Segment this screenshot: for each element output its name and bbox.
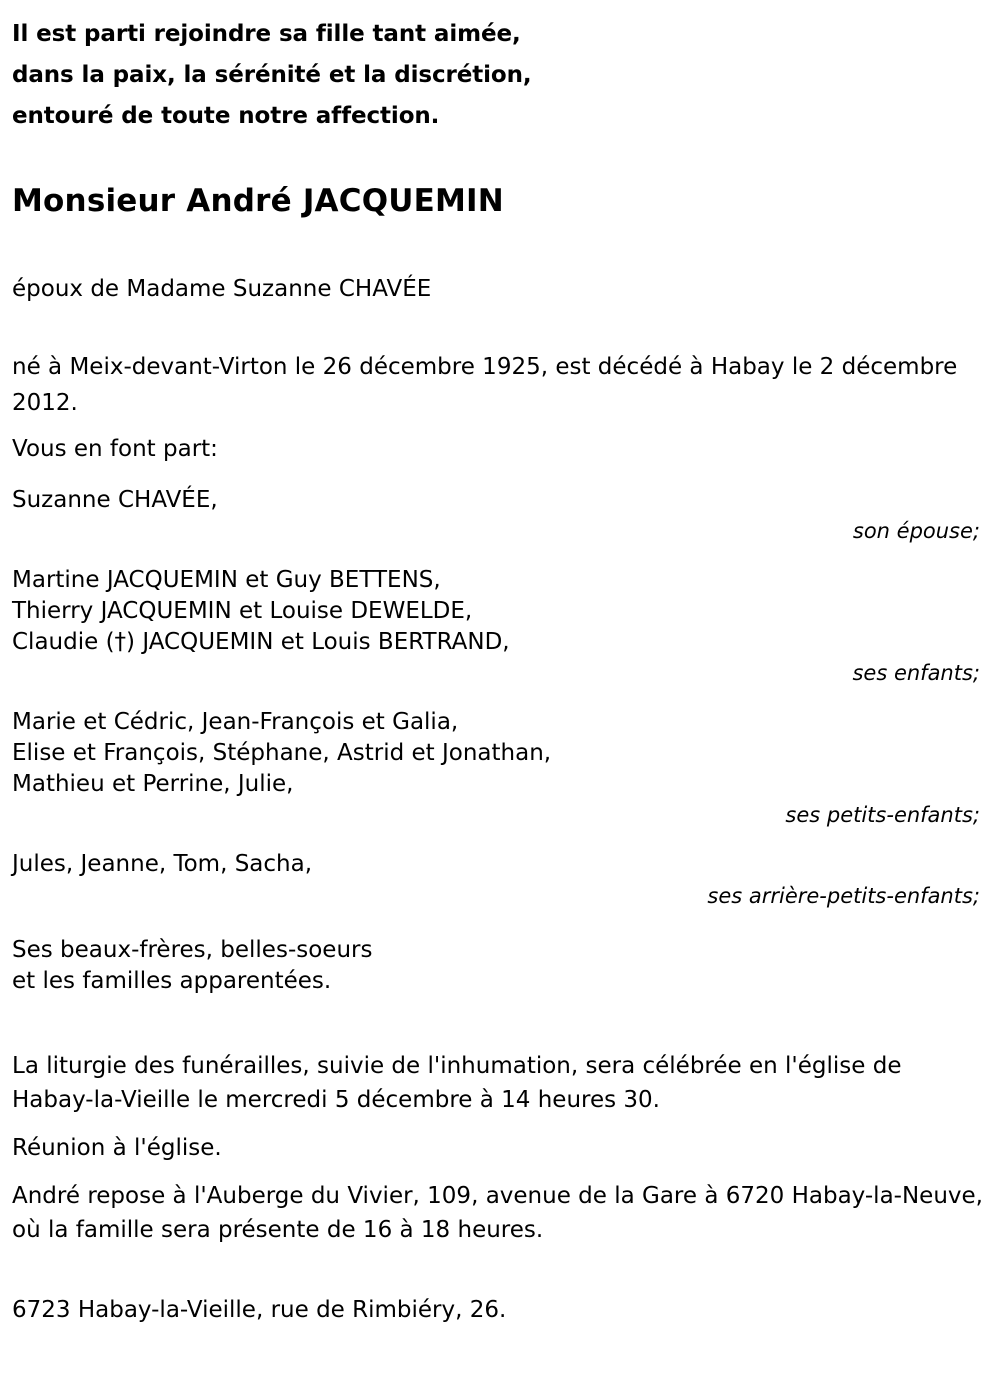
- family-member-line: Martine JACQUEMIN et Guy BETTENS,: [12, 567, 441, 593]
- birth-death-line: né à Meix-devant-Virton le 26 décembre 1925, est décédé à Habay le 2 décembre 2012.: [12, 354, 958, 416]
- family-group-grandchildren: [12, 707, 988, 831]
- family-member-line: Suzanne CHAVÉE,: [12, 487, 218, 513]
- family-member-line: Marie et Cédric, Jean-François et Galia,: [12, 709, 459, 735]
- family-group-names: [12, 849, 988, 880]
- family-group-role: ses petits-enfants;: [785, 803, 980, 827]
- repose-paragraph: André repose à l'Auberge du Vivier, 109, avenue de la Gare à 6720 Habay-la-Neuve, où la famille sera présente de 16 à 18 heures.: [12, 1183, 983, 1243]
- relatives-line: et les familles apparentées.: [12, 968, 332, 994]
- reunion-line: Réunion à l'église.: [12, 1135, 222, 1161]
- family-group-spouse: [12, 485, 988, 547]
- family-group-role: son épouse;: [852, 519, 980, 543]
- family-address: 6723 Habay-la-Vieille, rue de Rimbiéry, 26.: [12, 1297, 507, 1323]
- announcement-line: Vous en font part:: [12, 436, 218, 462]
- family-group-role: ses arrière-petits-enfants;: [707, 884, 980, 908]
- relatives-line: Ses beaux-frères, belles-soeurs: [12, 937, 373, 963]
- spouse-of-line: époux de Madame Suzanne CHAVÉE: [12, 276, 432, 302]
- family-group-names: [12, 565, 988, 658]
- family-group-great-grandchildren: [12, 849, 988, 913]
- family-group-role: ses enfants;: [852, 661, 980, 685]
- family-group-children: [12, 565, 988, 689]
- family-group-names: [12, 707, 988, 800]
- intro-paragraph: [12, 14, 988, 137]
- family-group-names: [12, 485, 988, 516]
- intro-line-1: Il est parti rejoindre sa fille tant aimée,: [12, 21, 521, 47]
- family-member-line: Mathieu et Perrine, Julie,: [12, 771, 294, 797]
- family-member-line: Thierry JACQUEMIN et Louise DEWELDE,: [12, 598, 473, 624]
- family-member-line: Jules, Jeanne, Tom, Sacha,: [12, 851, 313, 877]
- family-member-line: Claudie (†) JACQUEMIN et Louis BERTRAND,: [12, 629, 510, 655]
- family-member-line: Elise et François, Stéphane, Astrid et Jonathan,: [12, 740, 552, 766]
- ceremony-paragraph: La liturgie des funérailles, suivie de l'inhumation, sera célébrée en l'église de Habay-la-Vieille le mercredi 5 décembre à 14 heures 30.: [12, 1053, 902, 1113]
- intro-line-3: entouré de toute notre affection.: [12, 103, 440, 129]
- relatives-block: [12, 935, 988, 997]
- intro-line-2: dans la paix, la sérénité et la discrétion,: [12, 62, 532, 88]
- deceased-name: Monsieur André JACQUEMIN: [12, 183, 504, 219]
